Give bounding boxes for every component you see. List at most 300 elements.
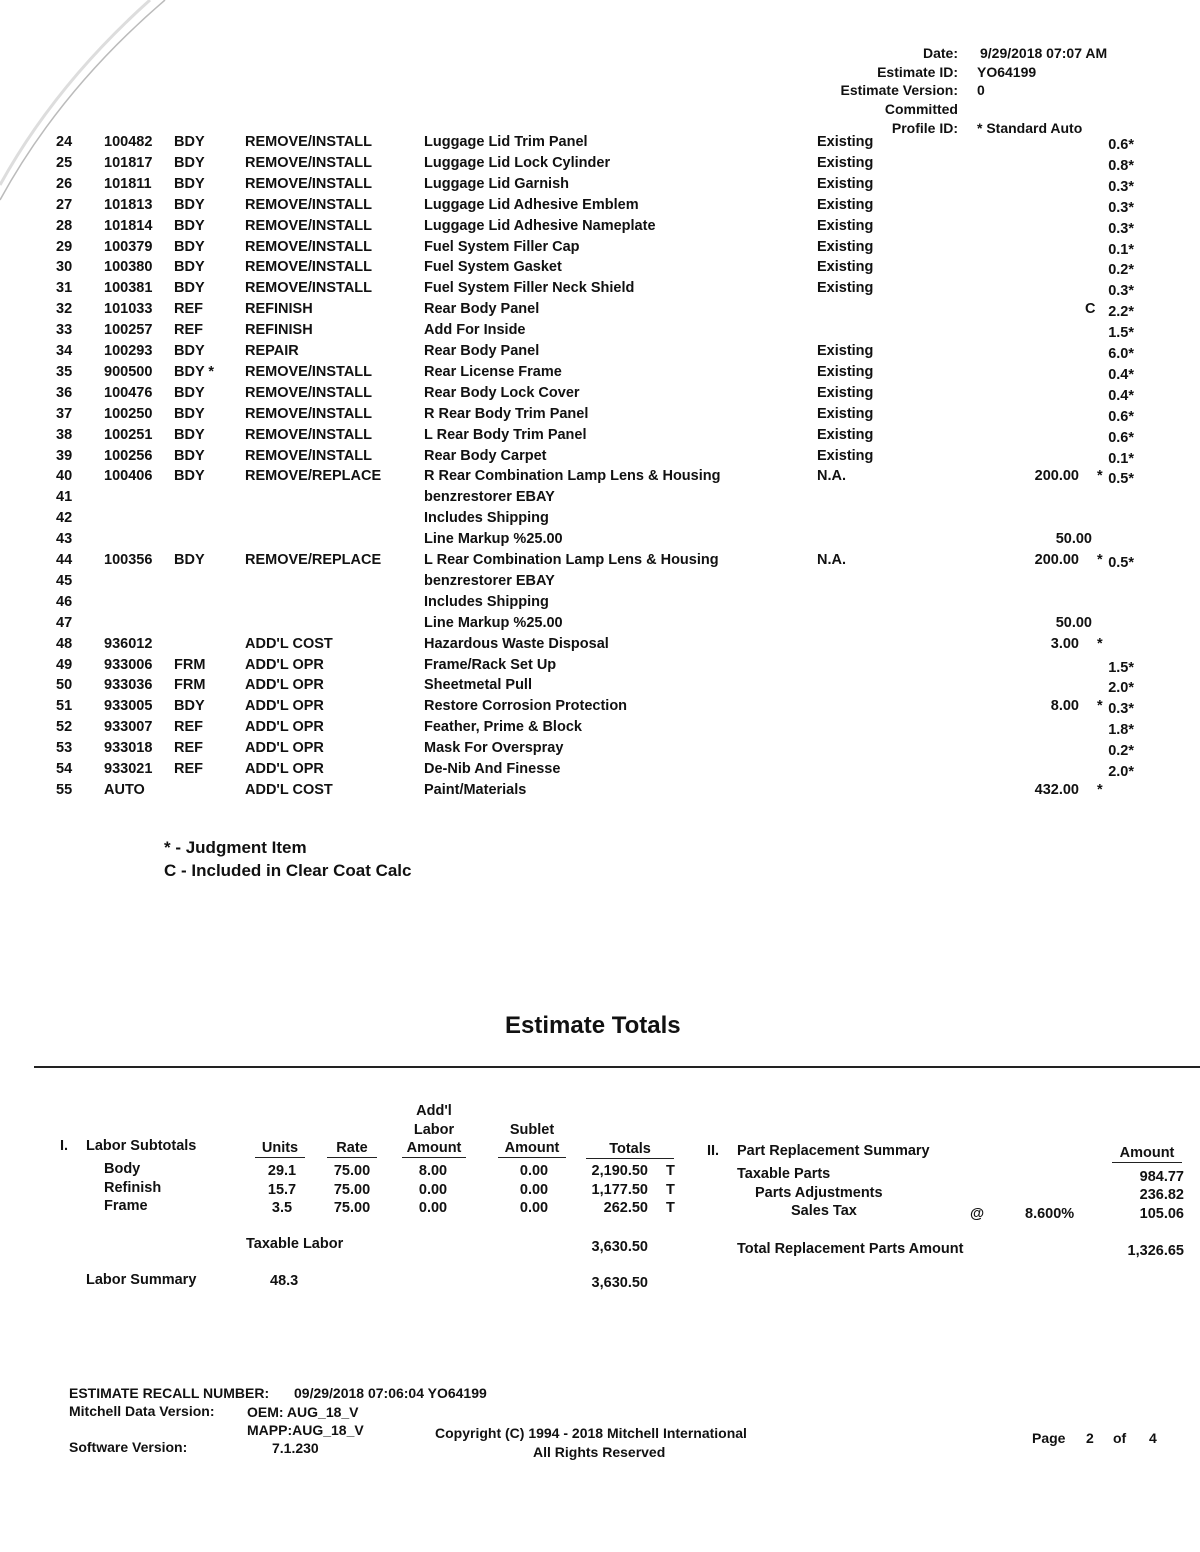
labor-hours: 0.1* xyxy=(1108,450,1134,467)
operation-type: ADD'L OPR xyxy=(245,656,324,673)
line-description: Fuel System Gasket xyxy=(424,259,562,276)
date-value: 9/29/2018 07:07 AM xyxy=(980,45,1108,61)
line-description: Includes Shipping xyxy=(424,510,549,527)
estimate-id-value: YO64199 xyxy=(977,64,1037,80)
labor-hours: 2.0* xyxy=(1108,680,1134,697)
labor-row-tax-flag: T xyxy=(666,1200,675,1216)
operation-code: 100256 xyxy=(104,447,153,464)
operation-type: ADD'L COST xyxy=(245,635,333,652)
operation-code: 933036 xyxy=(104,677,153,694)
line-number: 45 xyxy=(56,572,73,589)
labor-hours: 0.3* xyxy=(1108,178,1134,195)
line-description: Includes Shipping xyxy=(424,593,549,610)
line-description: Luggage Lid Adhesive Emblem xyxy=(424,196,639,213)
part-type: Existing xyxy=(817,238,874,255)
estimate-totals-title: Estimate Totals xyxy=(505,1012,681,1039)
operation-type: REFINISH xyxy=(245,301,313,318)
line-description: L Rear Body Trim Panel xyxy=(424,426,587,443)
line-description: Line Markup %25.00 xyxy=(424,531,563,548)
line-number: 28 xyxy=(56,217,73,234)
operation-code: AUTO xyxy=(104,781,145,798)
operation-code: 100257 xyxy=(104,322,153,339)
labor-row-units: 3.5 xyxy=(271,1200,293,1216)
labor-section-title: Labor Subtotals xyxy=(86,1138,197,1154)
line-description: Fuel System Filler Neck Shield xyxy=(424,280,635,297)
committed-label: Committed xyxy=(884,101,958,117)
operation-type: REMOVE/INSTALL xyxy=(245,280,373,297)
line-number: 41 xyxy=(56,489,73,506)
col-addl-line3: Amount xyxy=(402,1140,466,1158)
labor-category: FRM xyxy=(174,656,206,673)
operation-type: REFINISH xyxy=(245,322,313,339)
table-row xyxy=(0,615,1200,636)
labor-category: REF xyxy=(174,322,203,339)
clear-coat-flag: C xyxy=(1085,301,1096,318)
part-type: Existing xyxy=(817,447,874,464)
labor-hours: 0.6* xyxy=(1108,408,1134,425)
col-addl-line2: Labor xyxy=(413,1122,455,1138)
table-row xyxy=(0,719,1200,740)
line-description: Feather, Prime & Block xyxy=(424,719,582,736)
labor-row-rate: 75.00 xyxy=(333,1200,371,1216)
operation-type: ADD'L OPR xyxy=(245,740,324,757)
line-description: Line Markup %25.00 xyxy=(424,614,563,631)
line-number: 48 xyxy=(56,635,73,652)
labor-row-units: 29.1 xyxy=(267,1163,297,1179)
table-row xyxy=(0,322,1200,343)
labor-section-number: I. xyxy=(60,1138,69,1154)
labor-row-addl: 0.00 xyxy=(418,1181,448,1198)
page-of: of xyxy=(1113,1430,1127,1446)
operation-type: REMOVE/INSTALL xyxy=(245,217,373,234)
operation-code: 100293 xyxy=(104,343,153,359)
line-description: Restore Corrosion Protection xyxy=(424,698,628,715)
col-sublet-line1: Sublet xyxy=(509,1122,555,1138)
operation-code: 100406 xyxy=(104,468,153,485)
labor-summary-value: 3,630.50 xyxy=(591,1275,648,1291)
operation-type: ADD'L OPR xyxy=(245,761,324,777)
line-description: Rear Body Carpet xyxy=(424,447,547,464)
labor-hours: 0.3* xyxy=(1108,220,1134,237)
line-number: 47 xyxy=(56,614,73,631)
line-number: 29 xyxy=(56,238,73,255)
operation-type: REMOVE/REPLACE xyxy=(245,468,382,485)
table-row xyxy=(0,448,1200,469)
operation-type: REMOVE/INSTALL xyxy=(245,196,373,213)
operation-code: 101817 xyxy=(104,154,153,171)
labor-category: BDY xyxy=(174,134,205,150)
operation-type: REMOVE/INSTALL xyxy=(245,447,373,464)
operation-type: REMOVE/REPLACE xyxy=(245,552,382,568)
part-type: Existing xyxy=(817,405,874,422)
labor-row-rate: 75.00 xyxy=(333,1181,371,1198)
operation-code: 933018 xyxy=(104,740,153,757)
line-number: 25 xyxy=(56,154,73,171)
taxable-parts-value: 984.77 xyxy=(1139,1169,1184,1185)
line-price: 50.00 xyxy=(1055,614,1092,631)
table-row xyxy=(0,385,1200,406)
copyright-line2: All Rights Reserved xyxy=(533,1444,666,1460)
total-parts-value: 1,326.65 xyxy=(1127,1243,1184,1259)
labor-row-rate: 75.00 xyxy=(333,1163,371,1179)
line-description: Fuel System Filler Cap xyxy=(424,238,580,255)
operation-code: 100379 xyxy=(104,238,153,255)
line-number: 35 xyxy=(56,363,73,380)
table-row xyxy=(0,134,1200,155)
line-number: 39 xyxy=(56,447,73,464)
judgment-marker: * xyxy=(1097,468,1103,485)
line-number: 33 xyxy=(56,322,73,339)
profile-id-value: * Standard Auto xyxy=(977,120,1083,136)
operation-code: 100250 xyxy=(104,405,153,422)
table-row xyxy=(0,343,1200,364)
operation-code: 933007 xyxy=(104,719,153,736)
parts-section-title: Part Replacement Summary xyxy=(737,1143,930,1159)
labor-category: BDY * xyxy=(174,363,215,380)
line-number: 52 xyxy=(56,719,73,736)
labor-hours: 0.1* xyxy=(1108,241,1134,258)
line-number: 44 xyxy=(56,552,73,568)
line-price: 200.00 xyxy=(1034,552,1079,568)
oem-version: OEM: AUG_18_V xyxy=(247,1404,359,1420)
labor-row-name: Frame xyxy=(104,1198,148,1214)
labor-category: BDY xyxy=(174,384,205,401)
operation-type: REMOVE/INSTALL xyxy=(245,426,373,443)
labor-row-units: 15.7 xyxy=(267,1181,297,1198)
labor-row-addl: 8.00 xyxy=(418,1163,448,1179)
labor-hours: 0.4* xyxy=(1108,366,1134,383)
table-row xyxy=(0,406,1200,427)
table-row xyxy=(0,677,1200,698)
page-total: 4 xyxy=(1149,1430,1157,1446)
operation-code: 100251 xyxy=(104,426,153,443)
col-addl-line1: Add'l xyxy=(416,1103,452,1119)
operation-type: ADD'L OPR xyxy=(245,677,324,694)
part-type: Existing xyxy=(817,426,874,443)
col-sublet-line2: Amount xyxy=(498,1140,566,1158)
labor-row-total: 1,177.50 xyxy=(591,1181,648,1198)
sales-tax-label: Sales Tax xyxy=(791,1203,857,1219)
part-type: Existing xyxy=(817,175,874,192)
col-rate: Rate xyxy=(327,1140,377,1158)
date-label: Date: xyxy=(922,45,958,61)
line-number: 42 xyxy=(56,510,73,527)
operation-type: REMOVE/INSTALL xyxy=(245,238,373,255)
data-version-label: Mitchell Data Version: xyxy=(69,1403,215,1419)
labor-row-total: 262.50 xyxy=(603,1200,648,1216)
operation-code: 100356 xyxy=(104,552,153,568)
line-number: 40 xyxy=(56,468,73,485)
labor-hours: 0.3* xyxy=(1108,283,1134,300)
operation-code: 100381 xyxy=(104,280,153,297)
table-row xyxy=(0,364,1200,385)
labor-hours: 1.5* xyxy=(1108,659,1134,676)
line-description: Paint/Materials xyxy=(424,781,527,798)
labor-row-name: Body xyxy=(104,1161,141,1177)
line-description: Hazardous Waste Disposal xyxy=(424,635,609,652)
table-row xyxy=(0,259,1200,280)
legend-clear-coat: C - Included in Clear Coat Calc xyxy=(164,861,412,880)
table-row xyxy=(0,594,1200,615)
line-number: 30 xyxy=(56,259,73,276)
labor-hours: 0.5* xyxy=(1108,471,1134,488)
operation-type: REMOVE/INSTALL xyxy=(245,405,373,422)
table-row xyxy=(0,636,1200,657)
table-row xyxy=(0,218,1200,239)
judgment-marker: * xyxy=(1097,781,1103,798)
table-row xyxy=(0,176,1200,197)
operation-code: 101813 xyxy=(104,196,153,213)
labor-hours: 0.6* xyxy=(1108,429,1134,446)
line-number: 38 xyxy=(56,426,73,443)
operation-type: ADD'L COST xyxy=(245,781,333,798)
table-row xyxy=(0,301,1200,322)
labor-category: BDY xyxy=(174,698,205,715)
taxable-parts-label: Taxable Parts xyxy=(737,1166,831,1182)
line-number: 54 xyxy=(56,761,73,777)
labor-hours: 0.2* xyxy=(1108,743,1134,760)
labor-category: REF xyxy=(174,301,203,318)
line-description: Sheetmetal Pull xyxy=(424,677,532,694)
judgment-marker: * xyxy=(1097,552,1103,568)
line-number: 32 xyxy=(56,301,73,318)
line-price: 3.00 xyxy=(1050,635,1079,652)
operation-code: 101811 xyxy=(104,175,152,192)
estimate-version-value: 0 xyxy=(977,82,985,98)
labor-hours: 2.2* xyxy=(1108,304,1134,321)
operation-code: 936012 xyxy=(104,635,153,652)
estimate-id-label: Estimate ID: xyxy=(877,64,958,80)
labor-row-name: Refinish xyxy=(104,1179,162,1196)
labor-summary-label: Labor Summary xyxy=(86,1272,197,1288)
table-row xyxy=(0,197,1200,218)
copyright-line1: Copyright (C) 1994 - 2018 Mitchell International xyxy=(435,1425,747,1441)
labor-row-sublet: 0.00 xyxy=(519,1200,549,1216)
labor-category: BDY xyxy=(174,196,205,213)
labor-category: BDY xyxy=(174,468,205,485)
line-description: benzrestorer EBAY xyxy=(424,572,555,589)
part-type: Existing xyxy=(817,363,874,380)
line-description: Add For Inside xyxy=(424,322,526,339)
line-number: 43 xyxy=(56,531,73,548)
part-type: N.A. xyxy=(817,552,846,568)
line-price: 8.00 xyxy=(1050,698,1079,715)
labor-row-addl: 0.00 xyxy=(418,1200,448,1216)
labor-summary-units: 48.3 xyxy=(270,1273,299,1289)
labor-category: BDY xyxy=(174,552,205,568)
line-number: 24 xyxy=(56,134,73,150)
line-number: 36 xyxy=(56,384,73,401)
labor-hours: 1.8* xyxy=(1108,722,1134,739)
labor-category: BDY xyxy=(174,154,205,171)
labor-category: BDY xyxy=(174,217,205,234)
line-price: 432.00 xyxy=(1034,781,1079,798)
software-version-label: Software Version: xyxy=(69,1439,188,1455)
part-type: N.A. xyxy=(817,468,846,485)
table-row xyxy=(0,740,1200,761)
table-row xyxy=(0,531,1200,552)
labor-category: BDY xyxy=(174,405,205,422)
labor-category: BDY xyxy=(174,426,205,443)
table-row xyxy=(0,427,1200,448)
operation-code: 101033 xyxy=(104,301,153,318)
operation-type: ADD'L OPR xyxy=(245,698,324,715)
line-number: 51 xyxy=(56,698,73,715)
line-number: 50 xyxy=(56,677,73,694)
labor-category: BDY xyxy=(174,280,205,297)
labor-row-sublet: 0.00 xyxy=(519,1181,549,1198)
estimate-version-label: Estimate Version: xyxy=(840,82,958,98)
operation-type: REMOVE/INSTALL xyxy=(245,363,373,380)
labor-category: BDY xyxy=(174,238,205,255)
line-description: Rear License Frame xyxy=(424,363,562,380)
operation-type: REMOVE/INSTALL xyxy=(245,134,373,150)
labor-row-tax-flag: T xyxy=(666,1163,675,1179)
labor-row-sublet: 0.00 xyxy=(519,1163,549,1179)
part-type: Existing xyxy=(817,134,874,150)
parts-adjustments-label: Parts Adjustments xyxy=(755,1185,883,1201)
recall-number-value: 09/29/2018 07:06:04 YO64199 xyxy=(294,1385,487,1401)
labor-hours: 0.2* xyxy=(1108,262,1134,279)
labor-category: BDY xyxy=(174,343,205,359)
table-row xyxy=(0,280,1200,301)
labor-category: REF xyxy=(174,761,203,777)
software-version-value: 7.1.230 xyxy=(272,1440,319,1456)
col-totals: Totals xyxy=(586,1141,674,1159)
line-description: Frame/Rack Set Up xyxy=(424,656,557,673)
table-row xyxy=(0,782,1200,803)
legend-judgment: * - Judgment Item xyxy=(164,838,307,857)
operation-code: 933006 xyxy=(104,656,153,673)
line-number: 53 xyxy=(56,740,73,757)
labor-hours: 0.5* xyxy=(1108,555,1134,571)
line-number: 27 xyxy=(56,196,73,213)
labor-category: BDY xyxy=(174,259,205,276)
line-number: 46 xyxy=(56,593,73,610)
labor-row-tax-flag: T xyxy=(666,1181,675,1198)
operation-code: 900500 xyxy=(104,363,153,380)
line-description: Luggage Lid Lock Cylinder xyxy=(424,154,611,171)
line-description: benzrestorer EBAY xyxy=(424,489,555,506)
labor-row-total: 2,190.50 xyxy=(591,1163,648,1179)
line-price: 200.00 xyxy=(1034,468,1079,485)
labor-hours: 0.4* xyxy=(1108,387,1134,404)
labor-hours: 0.3* xyxy=(1108,199,1134,216)
operation-code: 101814 xyxy=(104,217,153,234)
table-row xyxy=(0,552,1200,573)
recall-number-label: ESTIMATE RECALL NUMBER: xyxy=(69,1385,270,1401)
col-amount: Amount xyxy=(1112,1145,1182,1163)
sales-tax-rate: 8.600% xyxy=(1025,1206,1075,1222)
line-description: Mask For Overspray xyxy=(424,740,564,757)
table-row xyxy=(0,239,1200,260)
labor-hours: 0.3* xyxy=(1108,701,1134,718)
part-type: Existing xyxy=(817,384,874,401)
labor-category: REF xyxy=(174,740,203,757)
profile-id-label: Profile ID: xyxy=(891,120,958,136)
line-description: Luggage Lid Trim Panel xyxy=(424,134,588,150)
taxable-labor-label: Taxable Labor xyxy=(246,1236,344,1252)
operation-type: REMOVE/INSTALL xyxy=(245,154,373,171)
labor-hours: 0.6* xyxy=(1108,137,1134,153)
page-label: Page xyxy=(1032,1430,1066,1446)
parts-adjustments-value: 236.82 xyxy=(1139,1187,1184,1203)
sales-tax-at: @ xyxy=(970,1206,985,1222)
table-row xyxy=(0,573,1200,594)
line-description: L Rear Combination Lamp Lens & Housing xyxy=(424,552,719,568)
table-row xyxy=(0,657,1200,678)
operation-code: 933021 xyxy=(104,761,153,777)
table-row xyxy=(0,761,1200,782)
line-number: 34 xyxy=(56,343,73,359)
line-number: 26 xyxy=(56,175,73,192)
part-type: Existing xyxy=(817,217,874,234)
labor-category: BDY xyxy=(174,447,205,464)
taxable-labor-value: 3,630.50 xyxy=(591,1239,648,1255)
operation-code: 100482 xyxy=(104,134,153,150)
judgment-marker: * xyxy=(1097,635,1103,652)
line-description: De-Nib And Finesse xyxy=(424,761,561,777)
part-type: Existing xyxy=(817,280,874,297)
line-price: 50.00 xyxy=(1055,531,1092,548)
labor-category: BDY xyxy=(174,175,205,192)
part-type: Existing xyxy=(817,343,874,359)
line-description: R Rear Combination Lamp Lens & Housing xyxy=(424,468,721,485)
labor-hours: 0.8* xyxy=(1108,157,1134,174)
line-number: 31 xyxy=(56,280,73,297)
line-number: 49 xyxy=(56,656,73,673)
line-number: 37 xyxy=(56,405,73,422)
table-row xyxy=(0,698,1200,719)
operation-type: REMOVE/INSTALL xyxy=(245,384,373,401)
operation-type: REMOVE/INSTALL xyxy=(245,259,373,276)
line-description: R Rear Body Trim Panel xyxy=(424,405,589,422)
table-row xyxy=(0,155,1200,176)
total-parts-label: Total Replacement Parts Amount xyxy=(737,1241,964,1257)
labor-hours: 1.5* xyxy=(1108,325,1134,342)
operation-code: 933005 xyxy=(104,698,153,715)
mapp-version: MAPP:AUG_18_V xyxy=(247,1422,364,1438)
operation-type: REPAIR xyxy=(245,343,299,359)
judgment-marker: * xyxy=(1097,698,1103,715)
labor-hours: 6.0* xyxy=(1108,346,1134,362)
part-type: Existing xyxy=(817,259,874,276)
line-description: Rear Body Lock Cover xyxy=(424,384,580,401)
operation-code: 100476 xyxy=(104,384,153,401)
part-type: Existing xyxy=(817,154,874,171)
table-row xyxy=(0,468,1200,489)
line-description: Luggage Lid Adhesive Nameplate xyxy=(424,217,656,234)
line-description: Rear Body Panel xyxy=(424,343,540,359)
line-description: Luggage Lid Garnish xyxy=(424,175,570,192)
operation-type: REMOVE/INSTALL xyxy=(245,175,373,192)
operation-code: 100380 xyxy=(104,259,153,276)
parts-section-number: II. xyxy=(707,1143,720,1159)
labor-category: REF xyxy=(174,719,203,736)
table-row xyxy=(0,489,1200,510)
labor-hours: 2.0* xyxy=(1108,764,1134,780)
part-type: Existing xyxy=(817,196,874,213)
table-row xyxy=(0,510,1200,531)
page-number: 2 xyxy=(1086,1430,1094,1446)
sales-tax-value: 105.06 xyxy=(1139,1206,1184,1222)
totals-divider xyxy=(34,1066,1200,1068)
operation-type: ADD'L OPR xyxy=(245,719,324,736)
labor-category: FRM xyxy=(174,677,206,694)
col-units: Units xyxy=(255,1140,305,1158)
line-description: Rear Body Panel xyxy=(424,301,540,318)
line-number: 55 xyxy=(56,781,73,798)
